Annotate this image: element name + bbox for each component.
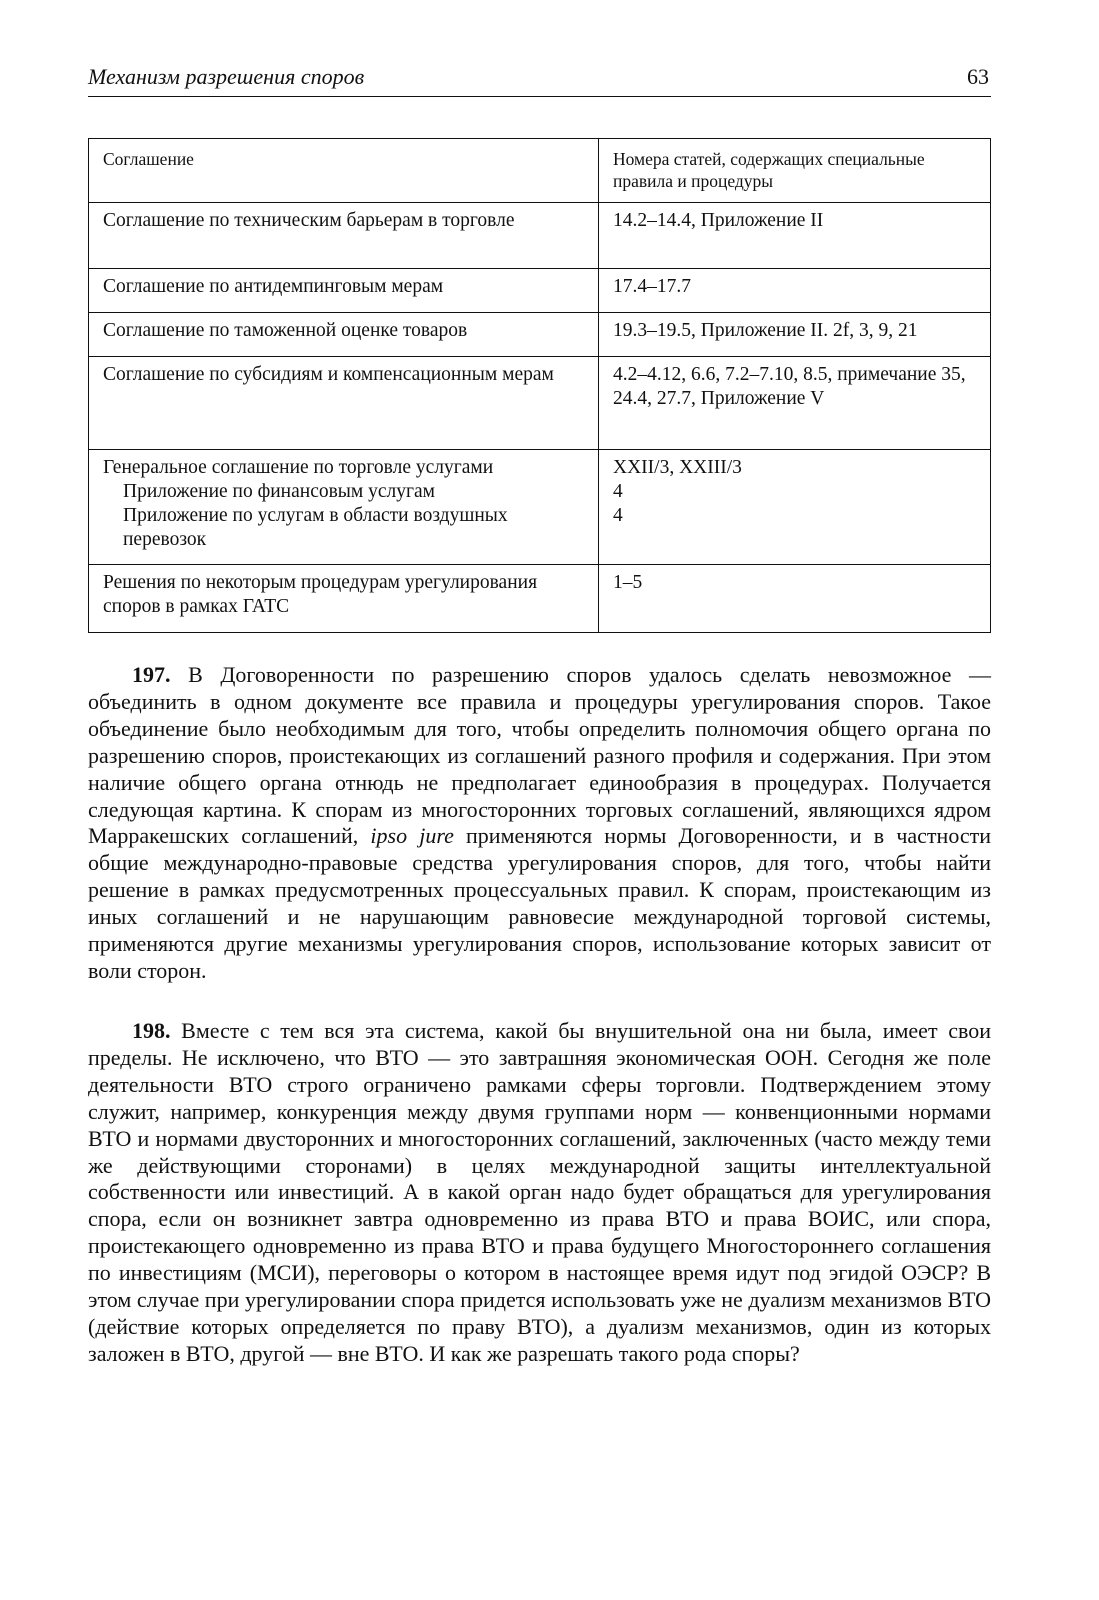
agreements-table [88,138,991,633]
table-row [89,565,991,633]
column-header-agreement: Соглашение [89,139,599,203]
latin-term: ipso jure [370,823,454,849]
agreement-cell [89,450,599,565]
agreement-cell: Соглашение по субсидиям и компенсационным мерам [89,357,599,450]
articles-value: 4 [613,481,623,502]
paragraph-text: Вместе с тем вся эта система, какой бы внушительной она ни была, имеет свои пределы. Не исключено, что ВТО — это завтрашняя экономическая ООН. Сегодня же поле деятельности ВТО строго ограничено рамками сферы торговли. Подтверждением этому служит, например, конкуренция между двумя группами норм — конвенционными нормами ВТО и нормами двусторонних и многосторонних соглашений, заключенных (часто между теми же действующими сторонами) в целях международной защиты интеллектуальной собственности или инвестиций. А в какой орган надо будет обращаться для урегулирования спора, если он возникнет завтра одновременно из права ВТО и права ВОИС, или спора, проистекающего одновременно из права ВТО и права будущего Многостороннего соглашения по инвестициям (МСИ), переговоры о котором в настоящее время идут под эгидой ОЭСР? В этом случае при урегулировании спора придется использовать уже не дуализм механизмов ВТО (действие которых определяется по праву ВТО), а дуализм механизмов, один из которых заложен в ВТО, другой — вне ВТО. И как же разрешать такого рода споры? [88,1018,991,1366]
header-title: Механизм разрешения споров [88,64,365,89]
articles-cell: 19.3–19.5, Приложение II. 2f, 3, 9, 21 [599,313,991,357]
table-row [89,203,991,269]
table-row [89,313,991,357]
agreement-cell: Решения по некоторым процедурам урегулирования споров в рамках ГАТС [89,565,599,633]
articles-cell [599,450,991,565]
paragraph-198 [88,1018,991,1368]
paragraph-197 [88,662,991,985]
paragraph-number: 198. [132,1018,171,1043]
articles-value: XXII/3, XXIII/3 [613,457,742,478]
sub-agreement: Приложение по финансовым услугам [123,481,435,502]
paragraph-text: применяются нормы Договоренности, и в частности общие международно-правовые средства урегулирования споров, для того, чтобы найти решение в рамках предусмотренных процессуальных правил. К спорам, проистекающим из иных соглашений и не нарушающим равновесие международной торговой системы, применяются другие механизмы урегулирования споров, использование которых зависит от воли сторон. [88,823,992,983]
table-row [89,357,991,450]
page-number: 63 [967,64,989,89]
articles-cell: 4.2–4.12, 6.6, 7.2–7.10, 8.5, примечание 35, 24.4, 27.7, Приложение V [599,357,991,450]
sub-agreement: Приложение по услугам в области воздушных перевозок [123,505,508,550]
table-row [89,450,991,565]
agreement-cell: Соглашение по техническим барьерам в торговле [89,203,599,269]
table-header-row [89,139,991,203]
agreement-cell: Соглашение по антидемпинговым мерам [89,269,599,313]
articles-value: 4 [613,505,623,526]
articles-cell: 1–5 [599,565,991,633]
agreement-name: Генеральное соглашение по торговле услугами [103,457,494,478]
table-row [89,269,991,313]
running-header [88,62,991,97]
column-header-articles: Номера статей, содержащих специальные правила и процедуры [599,139,991,203]
paragraph-number: 197. [132,662,171,687]
agreement-cell: Соглашение по таможенной оценке товаров [89,313,599,357]
articles-cell: 14.2–14.4, Приложение II [599,203,991,269]
articles-cell: 17.4–17.7 [599,269,991,313]
paragraph-text: В Договоренности по разрешению споров удалось сделать невозможное — объединить в одном документе все правила и процедуры урегулирования споров. Такое объединение было необходимым для того, чтобы определить полномочия общего органа по разрешению споров, проистекающих из соглашений разного профиля и содержания. При этом наличие общего органа отнюдь не предполагает единообразия в процедурах. Получается следующая картина. К спорам из многосторонних торговых соглашений, являющихся ядром Марракешских соглашений, [88,662,991,849]
